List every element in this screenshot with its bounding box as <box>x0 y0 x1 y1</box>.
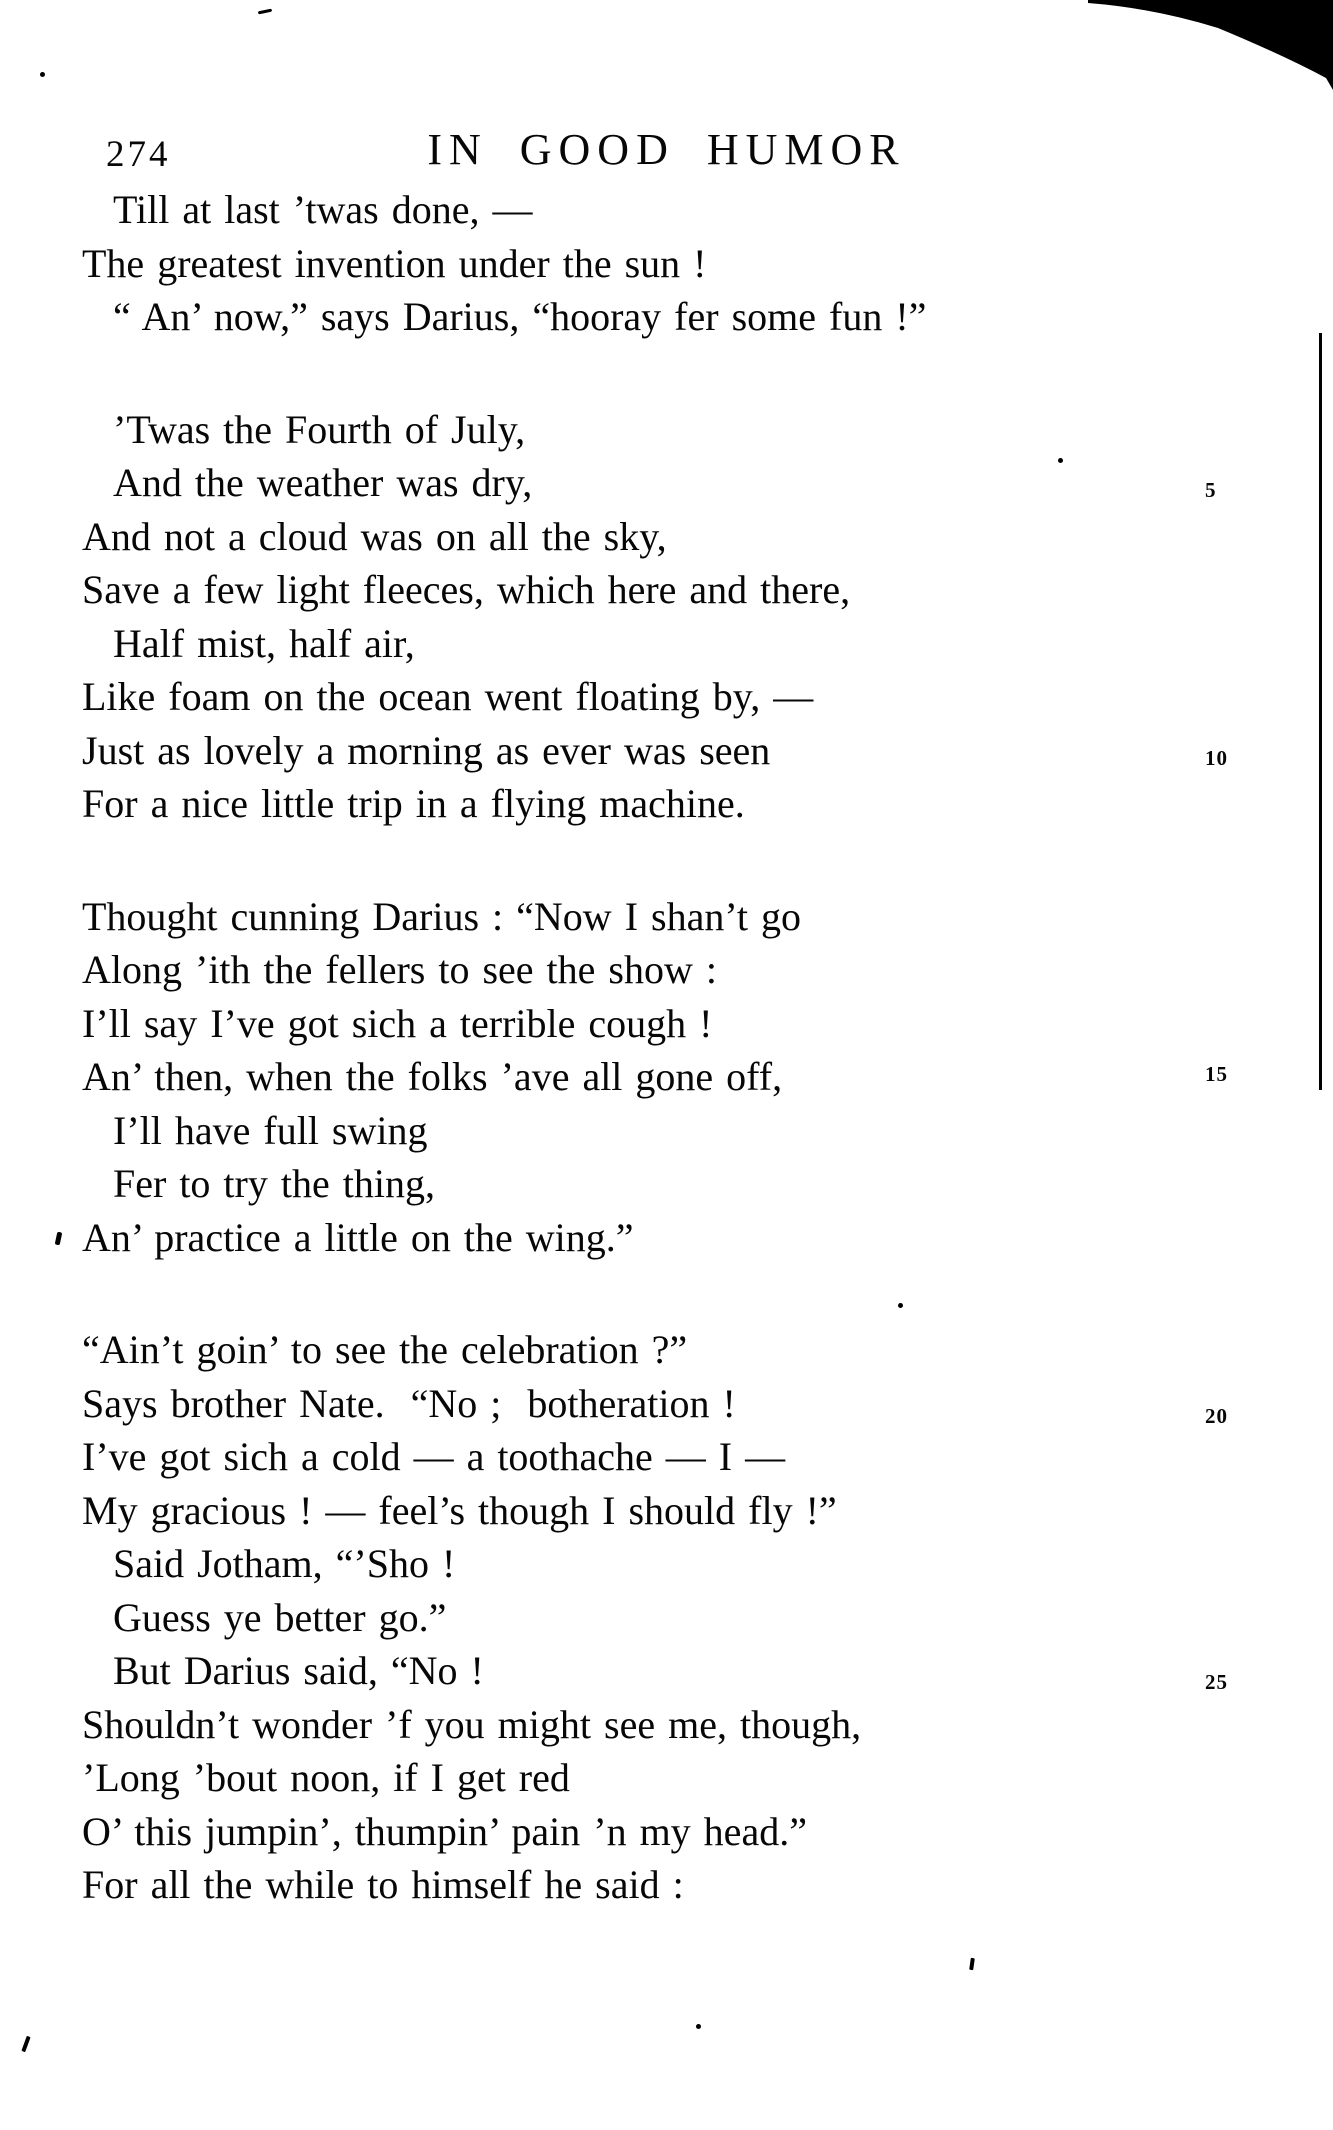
poem-line: But Darius said, “No ! <box>113 1648 484 1693</box>
stanza <box>82 403 1162 831</box>
verse-line-number: 20 <box>1205 1404 1228 1428</box>
running-header: IN GOOD HUMOR <box>427 125 906 174</box>
poem-line: Till at last ’twas done, — <box>113 187 533 232</box>
verse-line-number: 25 <box>1205 1670 1228 1694</box>
verse-line-number: 5 <box>1205 478 1217 502</box>
poem-line: And the weather was dry, <box>113 460 533 505</box>
scan-speck <box>40 72 45 77</box>
poem-line: An’ practice a little on the wing.” <box>82 1214 634 1260</box>
poem-line: “ An’ now,” says Darius, “hooray fer some fun !” <box>113 294 927 339</box>
verse-line-number: 10 <box>1205 746 1228 770</box>
poem-line: For a nice little trip in a flying machine. <box>82 781 745 826</box>
poem-line: And not a cloud was on all the sky, <box>82 513 667 559</box>
verse-line-number: 15 <box>1205 1062 1228 1086</box>
poem-line: Shouldn’t wonder ’f you might see me, though, <box>82 1701 862 1747</box>
poem-line: Said Jotham, “’Sho ! <box>113 1541 456 1586</box>
poem-line: The greatest invention under the sun ! <box>82 240 707 286</box>
poem <box>82 183 1162 1971</box>
scan-speck <box>1058 458 1063 463</box>
poem-line: “Ain’t goin’ to see the celebration ?” <box>82 1327 688 1372</box>
page-number: 274 <box>106 134 171 175</box>
poem-line: I’ll have full swing <box>113 1107 428 1153</box>
poem-line: Half mist, half air, <box>113 620 415 666</box>
poem-line: ’Long ’bout noon, if I get red <box>82 1755 570 1800</box>
poem-line: I’ll say I’ve got sich a terrible cough ! <box>82 1000 713 1046</box>
scan-speck <box>898 1303 903 1308</box>
poem-line: For all the while to himself he said : <box>82 1862 684 1907</box>
scan-speck <box>258 9 272 15</box>
poem-line: Says brother Nate. “No ; botheration ! <box>82 1380 736 1426</box>
stanza <box>82 890 1162 1265</box>
poem-line: O’ this jumpin’, thumpin’ pain ’n my head.” <box>82 1808 807 1854</box>
stanza <box>82 183 1162 344</box>
scan-corner-shadow <box>1088 0 1333 95</box>
margin-rule <box>1319 333 1322 1090</box>
scan-speck <box>21 2036 30 2052</box>
poem-line: ’Twas the Fourth of July, <box>113 406 526 452</box>
poem-line: Just as lovely a morning as ever was seen <box>82 727 771 773</box>
poem-line: Save a few light fleeces, which here and there, <box>82 567 851 612</box>
poem-line: My gracious ! — feel’s though I should fly !” <box>82 1487 837 1533</box>
poem-line: Along ’ith the fellers to see the show : <box>82 947 717 992</box>
poem-line: Fer to try the thing, <box>113 1161 435 1206</box>
poem-line: Like foam on the ocean went floating by, — <box>82 674 814 719</box>
poem-line: An’ then, when the folks ’ave all gone off, <box>82 1054 783 1099</box>
scan-speck <box>696 2024 701 2029</box>
poem-line: Thought cunning Darius : “Now I shan’t go <box>82 893 802 939</box>
scan-speck <box>55 1232 63 1246</box>
stanza <box>82 1323 1162 1912</box>
poem-line: I’ve got sich a cold — a toothache — I — <box>82 1434 786 1479</box>
poem-line: Guess ye better go.” <box>113 1594 447 1640</box>
